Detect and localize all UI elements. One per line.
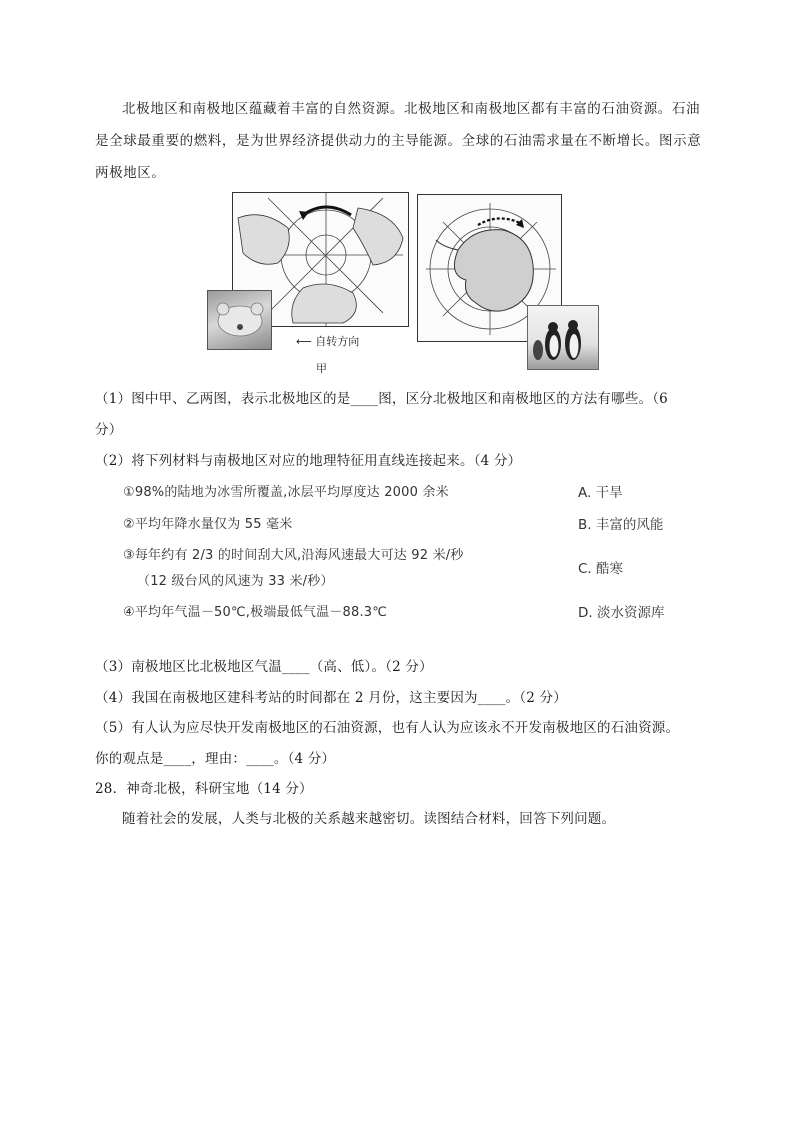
map-a-label: 甲: [316, 362, 327, 375]
material-4: ④平均年气温－50℃,极端最低气温－88.3℃: [123, 605, 388, 620]
section-28-title: 28．神奇北极，科研宝地（14 分）: [95, 781, 313, 797]
section-28-text: 随着社会的发展，人类与北极的关系越来越密切。读图结合材料，回答下列问题。: [122, 811, 616, 827]
material-1: ①98%的陆地为冰雪所覆盖,冰层平均厚度达 2000 余米: [123, 485, 449, 500]
material-2: ②平均年降水量仅为 55 毫米: [123, 517, 293, 532]
penguins-photo: [527, 305, 599, 370]
feature-c: C. 酷寒: [578, 561, 624, 577]
intro-line-2: 是全球最重要的燃料，是为世界经济提供动力的主导能源。全球的石油需求量在不断增长。图示意: [95, 133, 702, 149]
intro-line-1: 北极地区和南极地区蕴藏着丰富的自然资源。北极地区和南极地区都有丰富的石油资源。石油: [122, 101, 701, 117]
feature-d: D. 淡水资源库: [578, 605, 665, 621]
question-2: （2）将下列材料与南极地区对应的地理特征用直线连接起来。（4 分）: [95, 453, 522, 469]
question-1-line-2: 分）: [95, 422, 123, 438]
rotation-direction-label: ⟵ 自转方向: [296, 335, 360, 348]
feature-a: A. 干旱: [578, 485, 623, 501]
polar-bear-photo: [207, 290, 272, 350]
intro-line-3: 两极地区。: [95, 165, 166, 181]
polar-bear-icon: [208, 291, 271, 349]
question-1-line-1: （1）图中甲、乙两图，表示北极地区的是____图，区分北极地区和南极地区的方法有哪些。（6: [95, 391, 668, 407]
question-4: （4）我国在南极地区建科考站的时间都在 2 月份，这主要因为____。（2 分）: [95, 690, 567, 706]
material-3: ③每年约有 2/3 的时间刮大风,沿海风速最大可达 92 米/秒: [123, 548, 464, 563]
feature-b: B. 丰富的风能: [578, 517, 664, 533]
question-3: （3）南极地区比北极地区气温____（高、低）。（2 分）: [95, 659, 433, 675]
question-5-line-1: （5）有人认为应尽快开发南极地区的石油资源，也有人认为应该永不开发南极地区的石油资源。: [95, 720, 680, 736]
question-5-line-2: 你的观点是____，理由：____。（4 分）: [95, 751, 336, 767]
left-arrow-icon: ⟵: [296, 335, 312, 348]
penguins-icon: [528, 306, 598, 369]
material-3-note: （12 级台风的风速为 33 米/秒）: [137, 574, 334, 589]
